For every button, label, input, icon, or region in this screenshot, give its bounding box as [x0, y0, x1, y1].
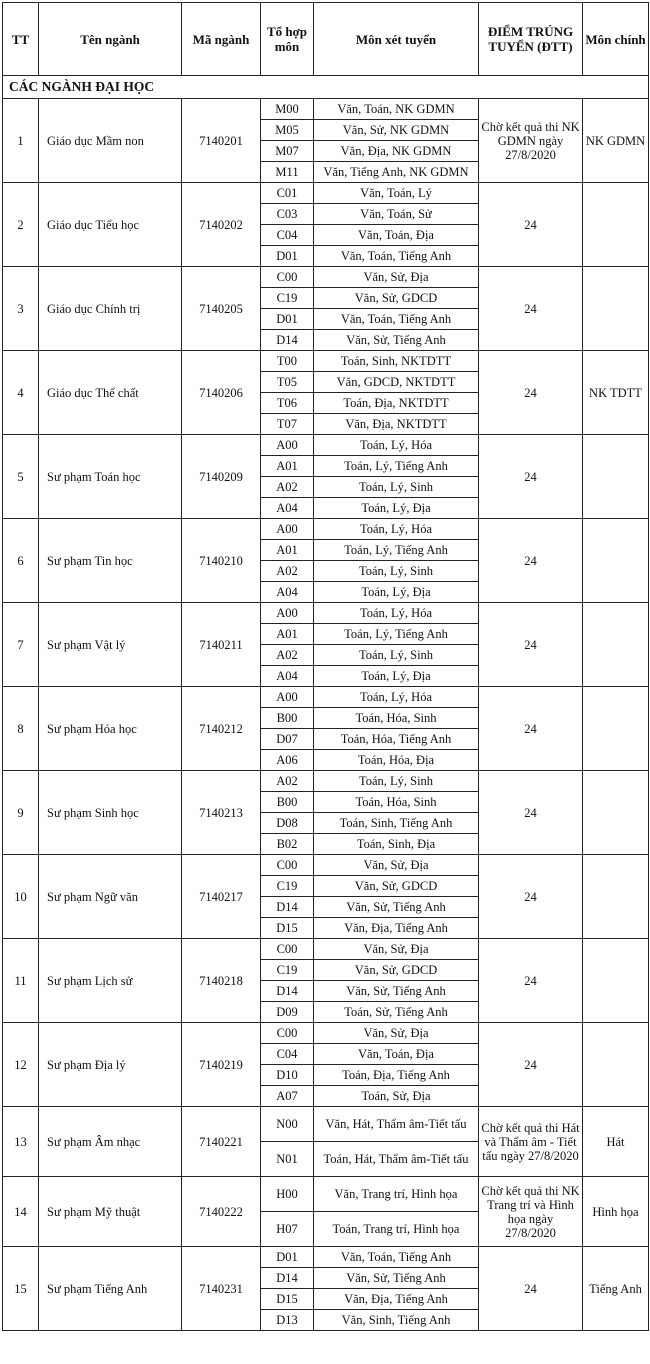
major-index: 14	[3, 1177, 39, 1247]
major-index: 9	[3, 771, 39, 855]
combination-subjects: Toán, Lý, Sinh	[314, 561, 479, 582]
combination-subjects: Toán, Lý, Hóa	[314, 687, 479, 708]
combination-code: T06	[261, 393, 314, 414]
combination-code: D10	[261, 1065, 314, 1086]
combination-code: T07	[261, 414, 314, 435]
table-row	[3, 99, 649, 120]
combination-code: C19	[261, 960, 314, 981]
combination-code: C00	[261, 855, 314, 876]
combination-code: D15	[261, 918, 314, 939]
combination-subjects: Văn, Địa, Tiếng Anh	[314, 1289, 479, 1310]
major-index: 3	[3, 267, 39, 351]
header-major-name: Tên ngành	[39, 3, 182, 76]
combination-subjects: Toán, Sinh, NKTDTT	[314, 351, 479, 372]
major-index: 11	[3, 939, 39, 1023]
combination-subjects: Văn, Toán, Sử	[314, 204, 479, 225]
combination-code: N00	[261, 1107, 314, 1142]
major-code: 7140222	[182, 1177, 261, 1247]
combination-code: A00	[261, 687, 314, 708]
combination-subjects: Văn, Sinh, Tiếng Anh	[314, 1310, 479, 1331]
combination-subjects: Toán, Lý, Địa	[314, 498, 479, 519]
combination-code: D13	[261, 1310, 314, 1331]
combination-subjects: Văn, Sử, Tiếng Anh	[314, 330, 479, 351]
major-name: Sư phạm Toán học	[39, 435, 182, 519]
table-row	[3, 603, 649, 624]
combination-code: H07	[261, 1212, 314, 1247]
admission-score: 24	[479, 435, 583, 519]
main-subject	[583, 771, 649, 855]
major-index: 13	[3, 1107, 39, 1177]
major-name: Sư phạm Ngữ văn	[39, 855, 182, 939]
combination-code: D14	[261, 981, 314, 1002]
combination-code: A00	[261, 603, 314, 624]
combination-code: A02	[261, 771, 314, 792]
combination-subjects: Văn, Sử, Tiếng Anh	[314, 1268, 479, 1289]
combination-subjects: Toán, Sử, Địa	[314, 1086, 479, 1107]
table-row	[3, 855, 649, 876]
major-index: 6	[3, 519, 39, 603]
combination-code: C01	[261, 183, 314, 204]
major-index: 5	[3, 435, 39, 519]
combination-subjects: Toán, Địa, NKTDTT	[314, 393, 479, 414]
major-name: Sư phạm Vật lý	[39, 603, 182, 687]
table-row	[3, 1107, 649, 1142]
combination-code: A00	[261, 435, 314, 456]
admission-score: Chờ kết quả thi Hát và Thẩm âm - Tiết tấu ngày 27/8/2020	[479, 1107, 583, 1177]
combination-subjects: Văn, Sử, NK GDMN	[314, 120, 479, 141]
combination-subjects: Văn, GDCD, NKTDTT	[314, 372, 479, 393]
major-code: 7140217	[182, 855, 261, 939]
combination-subjects: Văn, Sử, GDCD	[314, 288, 479, 309]
combination-code: D07	[261, 729, 314, 750]
major-code: 7140205	[182, 267, 261, 351]
combination-code: A02	[261, 561, 314, 582]
combination-subjects: Toán, Lý, Sinh	[314, 771, 479, 792]
combination-subjects: Toán, Lý, Sinh	[314, 477, 479, 498]
combination-subjects: Văn, Hát, Thẩm âm-Tiết tấu	[314, 1107, 479, 1142]
combination-code: C00	[261, 1023, 314, 1044]
combination-code: B00	[261, 792, 314, 813]
combination-subjects: Toán, Lý, Địa	[314, 582, 479, 603]
combination-code: A04	[261, 666, 314, 687]
main-subject: Hát	[583, 1107, 649, 1177]
table-row	[3, 183, 649, 204]
combination-subjects: Toán, Hóa, Địa	[314, 750, 479, 771]
combination-subjects: Văn, Địa, Tiếng Anh	[314, 918, 479, 939]
main-subject	[583, 939, 649, 1023]
main-subject: Tiếng Anh	[583, 1247, 649, 1331]
header-combination: Tổ hợp môn	[261, 3, 314, 76]
table-row	[3, 1177, 649, 1212]
table-row	[3, 939, 649, 960]
admission-score: 24	[479, 351, 583, 435]
major-name: Giáo dục Chính trị	[39, 267, 182, 351]
combination-code: M11	[261, 162, 314, 183]
main-subject	[583, 603, 649, 687]
combination-subjects: Toán, Hóa, Tiếng Anh	[314, 729, 479, 750]
admission-score: 24	[479, 687, 583, 771]
combination-code: A01	[261, 540, 314, 561]
main-subject	[583, 855, 649, 939]
major-code: 7140201	[182, 99, 261, 183]
major-index: 12	[3, 1023, 39, 1107]
major-name: Sư phạm Tin học	[39, 519, 182, 603]
admission-score: 24	[479, 939, 583, 1023]
major-code: 7140218	[182, 939, 261, 1023]
combination-code: C03	[261, 204, 314, 225]
combination-code: T05	[261, 372, 314, 393]
combination-subjects: Toán, Sinh, Tiếng Anh	[314, 813, 479, 834]
combination-subjects: Toán, Lý, Hóa	[314, 519, 479, 540]
combination-subjects: Toán, Lý, Hóa	[314, 603, 479, 624]
combination-code: D01	[261, 1247, 314, 1268]
major-name: Giáo dục Mầm non	[39, 99, 182, 183]
combination-subjects: Văn, Trang trí, Hình họa	[314, 1177, 479, 1212]
combination-code: N01	[261, 1142, 314, 1177]
combination-code: A02	[261, 477, 314, 498]
combination-code: A04	[261, 498, 314, 519]
combination-subjects: Văn, Sử, Địa	[314, 855, 479, 876]
table-row	[3, 687, 649, 708]
main-subject	[583, 435, 649, 519]
admission-score: 24	[479, 1023, 583, 1107]
combination-subjects: Toán, Hóa, Sinh	[314, 708, 479, 729]
combination-code: A01	[261, 456, 314, 477]
combination-code: C19	[261, 876, 314, 897]
table-row	[3, 771, 649, 792]
combination-code: C19	[261, 288, 314, 309]
main-subject	[583, 267, 649, 351]
major-name: Sư phạm Sinh học	[39, 771, 182, 855]
header-score: ĐIỂM TRÚNG TUYỂN (ĐTT)	[479, 3, 583, 76]
admission-score: 24	[479, 855, 583, 939]
header-row	[3, 3, 649, 76]
admission-score: 24	[479, 1247, 583, 1331]
major-name: Sư phạm Âm nhạc	[39, 1107, 182, 1177]
combination-code: C00	[261, 267, 314, 288]
major-index: 1	[3, 99, 39, 183]
header-major-code: Mã ngành	[182, 3, 261, 76]
combination-subjects: Văn, Sử, Tiếng Anh	[314, 897, 479, 918]
combination-code: D14	[261, 897, 314, 918]
major-name: Sư phạm Lịch sử	[39, 939, 182, 1023]
combination-subjects: Văn, Toán, Tiếng Anh	[314, 1247, 479, 1268]
combination-subjects: Văn, Toán, Tiếng Anh	[314, 246, 479, 267]
combination-subjects: Toán, Hát, Thẩm âm-Tiết tấu	[314, 1142, 479, 1177]
main-subject	[583, 183, 649, 267]
combination-subjects: Văn, Tiếng Anh, NK GDMN	[314, 162, 479, 183]
combination-subjects: Văn, Toán, Địa	[314, 1044, 479, 1065]
combination-subjects: Văn, Sử, Địa	[314, 267, 479, 288]
combination-code: A00	[261, 519, 314, 540]
combination-subjects: Toán, Sinh, Địa	[314, 834, 479, 855]
combination-code: C04	[261, 225, 314, 246]
main-subject	[583, 687, 649, 771]
major-name: Sư phạm Địa lý	[39, 1023, 182, 1107]
section-title: CÁC NGÀNH ĐẠI HỌC	[3, 76, 649, 99]
admission-score-table	[2, 2, 649, 1331]
major-code: 7140212	[182, 687, 261, 771]
combination-subjects: Văn, Toán, Tiếng Anh	[314, 309, 479, 330]
combination-subjects: Toán, Lý, Hóa	[314, 435, 479, 456]
table-row	[3, 1247, 649, 1268]
major-index: 15	[3, 1247, 39, 1331]
major-name: Sư phạm Hóa học	[39, 687, 182, 771]
main-subject	[583, 1023, 649, 1107]
header-tt: TT	[3, 3, 39, 76]
major-code: 7140209	[182, 435, 261, 519]
admission-score: Chờ kết quả thi NK GDMN ngày 27/8/2020	[479, 99, 583, 183]
table-row	[3, 267, 649, 288]
major-code: 7140221	[182, 1107, 261, 1177]
combination-code: A01	[261, 624, 314, 645]
table-row	[3, 351, 649, 372]
combination-code: B02	[261, 834, 314, 855]
combination-code: C00	[261, 939, 314, 960]
combination-code: M05	[261, 120, 314, 141]
combination-subjects: Văn, Toán, Lý	[314, 183, 479, 204]
combination-subjects: Toán, Lý, Tiếng Anh	[314, 540, 479, 561]
major-code: 7140219	[182, 1023, 261, 1107]
major-code: 7140210	[182, 519, 261, 603]
combination-subjects: Toán, Địa, Tiếng Anh	[314, 1065, 479, 1086]
combination-subjects: Văn, Sử, GDCD	[314, 876, 479, 897]
major-code: 7140213	[182, 771, 261, 855]
combination-code: M00	[261, 99, 314, 120]
combination-code: D08	[261, 813, 314, 834]
combination-subjects: Văn, Toán, Địa	[314, 225, 479, 246]
combination-subjects: Toán, Hóa, Sinh	[314, 792, 479, 813]
main-subject: Hình họa	[583, 1177, 649, 1247]
section-row	[3, 76, 649, 99]
major-name: Sư phạm Tiếng Anh	[39, 1247, 182, 1331]
combination-code: T00	[261, 351, 314, 372]
main-subject: NK TDTT	[583, 351, 649, 435]
combination-subjects: Toán, Lý, Địa	[314, 666, 479, 687]
major-name: Sư phạm Mỹ thuật	[39, 1177, 182, 1247]
header-main-subject: Môn chính	[583, 3, 649, 76]
combination-subjects: Toán, Lý, Tiếng Anh	[314, 456, 479, 477]
major-index: 7	[3, 603, 39, 687]
main-subject: NK GDMN	[583, 99, 649, 183]
combination-code: D01	[261, 309, 314, 330]
header-subjects: Môn xét tuyển	[314, 3, 479, 76]
admission-score: 24	[479, 267, 583, 351]
admission-score: 24	[479, 519, 583, 603]
major-index: 4	[3, 351, 39, 435]
major-code: 7140206	[182, 351, 261, 435]
combination-subjects: Văn, Địa, NK GDMN	[314, 141, 479, 162]
main-subject	[583, 519, 649, 603]
combination-subjects: Văn, Địa, NKTDTT	[314, 414, 479, 435]
combination-subjects: Văn, Toán, NK GDMN	[314, 99, 479, 120]
table-row	[3, 435, 649, 456]
combination-code: D14	[261, 1268, 314, 1289]
combination-code: A04	[261, 582, 314, 603]
combination-subjects: Văn, Sử, Địa	[314, 939, 479, 960]
combination-subjects: Toán, Lý, Tiếng Anh	[314, 624, 479, 645]
combination-subjects: Toán, Lý, Sinh	[314, 645, 479, 666]
combination-code: D14	[261, 330, 314, 351]
combination-subjects: Văn, Sử, Địa	[314, 1023, 479, 1044]
admission-score: 24	[479, 183, 583, 267]
major-code: 7140211	[182, 603, 261, 687]
major-code: 7140231	[182, 1247, 261, 1331]
combination-subjects: Toán, Sử, Tiếng Anh	[314, 1002, 479, 1023]
combination-code: A07	[261, 1086, 314, 1107]
combination-code: M07	[261, 141, 314, 162]
admission-score: 24	[479, 603, 583, 687]
major-name: Giáo dục Thể chất	[39, 351, 182, 435]
combination-subjects: Văn, Sử, Tiếng Anh	[314, 981, 479, 1002]
major-name: Giáo dục Tiểu học	[39, 183, 182, 267]
combination-code: A06	[261, 750, 314, 771]
major-index: 2	[3, 183, 39, 267]
combination-subjects: Văn, Sử, GDCD	[314, 960, 479, 981]
combination-code: D09	[261, 1002, 314, 1023]
combination-code: C04	[261, 1044, 314, 1065]
major-index: 10	[3, 855, 39, 939]
admission-score: Chờ kết quả thi NK Trang trí và Hình họa ngày 27/8/2020	[479, 1177, 583, 1247]
combination-code: D01	[261, 246, 314, 267]
combination-code: B00	[261, 708, 314, 729]
table-row	[3, 519, 649, 540]
major-code: 7140202	[182, 183, 261, 267]
combination-code: H00	[261, 1177, 314, 1212]
table-row	[3, 1023, 649, 1044]
admission-score: 24	[479, 771, 583, 855]
combination-code: D15	[261, 1289, 314, 1310]
major-index: 8	[3, 687, 39, 771]
combination-subjects: Toán, Trang trí, Hình họa	[314, 1212, 479, 1247]
combination-code: A02	[261, 645, 314, 666]
